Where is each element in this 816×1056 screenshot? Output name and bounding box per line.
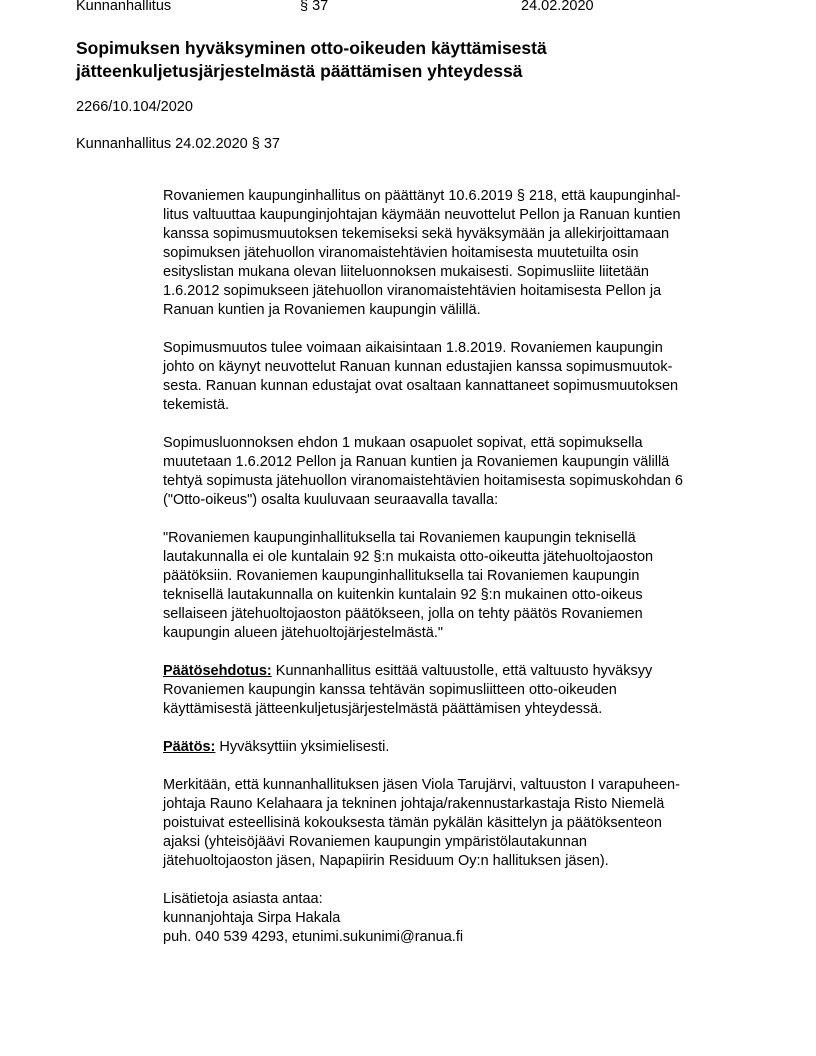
paragraph-disqualification-note <box>163 776 753 871</box>
text-line: "Rovaniemen kaupunginhallituksella tai Rovaniemen kaupungin teknisellä <box>163 530 636 546</box>
paragraph-proposal <box>163 662 753 719</box>
text-line: johto on käynyt neuvottelut Ranuan kunnan edustajien kanssa sopimusmuutok- <box>163 359 673 375</box>
record-number: 2266/10.104/2020 <box>76 99 193 115</box>
contact-phone-email: puh. 040 539 4293, etunimi.sukunimi@ranua.fi <box>163 929 464 945</box>
text-line: sopimuksen jätehuollon viranomaistehtävien hoitamisesta muutetuilta osin <box>163 245 639 261</box>
paragraph-effective-date <box>163 339 753 415</box>
document-body <box>163 187 753 966</box>
decision-label: Päätös: <box>163 739 216 755</box>
text-line: Rovaniemen kaupungin kanssa tehtävän sopimusliitteen otto-oikeuden <box>163 682 617 698</box>
paragraph-background <box>163 187 753 320</box>
proposal-text: Kunnanhallitus esittää valtuustolle, että valtuusto hyväksyy <box>271 663 653 679</box>
text-line: ajaksi (yhteisöjäävi Rovaniemen kaupungin ympäristölautakunnan <box>163 834 587 850</box>
text-line: Sopimusluonnoksen ehdon 1 mukaan osapuolet sopivat, että sopimuksella <box>163 435 643 451</box>
text-line <box>163 662 753 681</box>
header-section: § 37 <box>300 0 329 14</box>
proposal-label: Päätösehdotus: <box>163 663 272 679</box>
text-line: käyttämisestä jätteenkuljetusjärjestelmästä päättämisen yhteydessä. <box>163 701 603 717</box>
text-line: lautakunnalla ei ole kuntalain 92 §:n mukaista otto-oikeutta jätehuoltojaoston <box>163 549 654 565</box>
text-line: Ranuan kuntien ja Rovaniemen kaupungin välillä. <box>163 302 481 318</box>
text-line: poistuivat esteellisinä kokouksesta tämän pykälän käsittelyn ja päätöksenteon <box>163 815 662 831</box>
text-line: ("Otto-oikeus") osalta kuuluvaan seuraavalla tavalla: <box>163 492 499 508</box>
title-line: jätteenkuljetusjärjestelmästä päättämisen yhteydessä <box>76 61 523 81</box>
text-line: sesta. Ranuan kunnan edustajat ovat osaltaan kannattaneet sopimusmuutoksen <box>163 378 679 394</box>
text-line: kanssa sopimusmuutoksen tekemiseksi sekä hyväksymään ja allekirjoittamaan <box>163 226 670 242</box>
paragraph-decision <box>163 738 753 757</box>
contact-person: kunnanjohtaja Sirpa Hakala <box>163 910 341 926</box>
meeting-reference: Kunnanhallitus 24.02.2020 § 37 <box>76 136 280 152</box>
text-line: litus valtuuttaa kaupunginjohtajan käymään neuvottelut Pellon ja Ranuan kuntien <box>163 207 681 223</box>
text-line: muutetaan 1.6.2012 Pellon ja Ranuan kuntien ja Rovaniemen kaupungin välillä <box>163 454 670 470</box>
text-line: tekemistä. <box>163 397 230 413</box>
decision-text: Hyväksyttiin yksimielisesti. <box>215 739 390 755</box>
text-line: Merkitään, että kunnanhallituksen jäsen Viola Tarujärvi, valtuuston I varapuheen- <box>163 777 680 793</box>
paragraph-quoted-clause <box>163 529 753 643</box>
text-line: kaupungin alueen jätehuoltojärjestelmästä." <box>163 625 444 641</box>
text-line: sellaiseen jätehuoltojaoston päätökseen, jolla on tehty päätös Rovaniemen <box>163 606 643 622</box>
text-line: jätehuoltojaoston jäsen, Napapiirin Residuum Oy:n hallituksen jäsen). <box>163 853 609 869</box>
page-title <box>76 37 547 83</box>
text-line: Rovaniemen kaupunginhallitus on päättänyt 10.6.2019 § 218, että kaupunginhal- <box>163 188 681 204</box>
text-line: teknisellä lautakunnalla on kuitenkin kuntalain 92 §:n mukainen otto-oikeus <box>163 587 643 603</box>
text-line: johtaja Rauno Kelahaara ja tekninen johtaja/rakennustarkastaja Risto Niemelä <box>163 796 665 812</box>
text-line: esityslistan mukana olevan liiteluonnoksen mukaisesti. Sopimusliite liitetään <box>163 264 649 280</box>
title-line: Sopimuksen hyväksyminen otto-oikeuden käyttämisestä <box>76 38 547 58</box>
text-line <box>163 738 753 757</box>
header-body-name: Kunnanhallitus <box>76 0 172 14</box>
text-line: Sopimusmuutos tulee voimaan aikaisintaan 1.8.2019. Rovaniemen kaupungin <box>163 340 663 356</box>
paragraph-draft-terms <box>163 434 753 510</box>
contact-intro: Lisätietoja asiasta antaa: <box>163 891 323 907</box>
contact-info <box>163 890 753 947</box>
text-line: tehtyä sopimusta jätehuollon viranomaistehtävien hoitamisesta sopimuskohdan 6 <box>163 473 683 489</box>
text-line: 1.6.2012 sopimukseen jätehuollon viranomaistehtävien hoitamisesta Pellon ja <box>163 283 662 299</box>
text-line: päätöksiin. Rovaniemen kaupunginhallituksella tai Rovaniemen kaupungin <box>163 568 640 584</box>
header-date: 24.02.2020 <box>521 0 594 14</box>
